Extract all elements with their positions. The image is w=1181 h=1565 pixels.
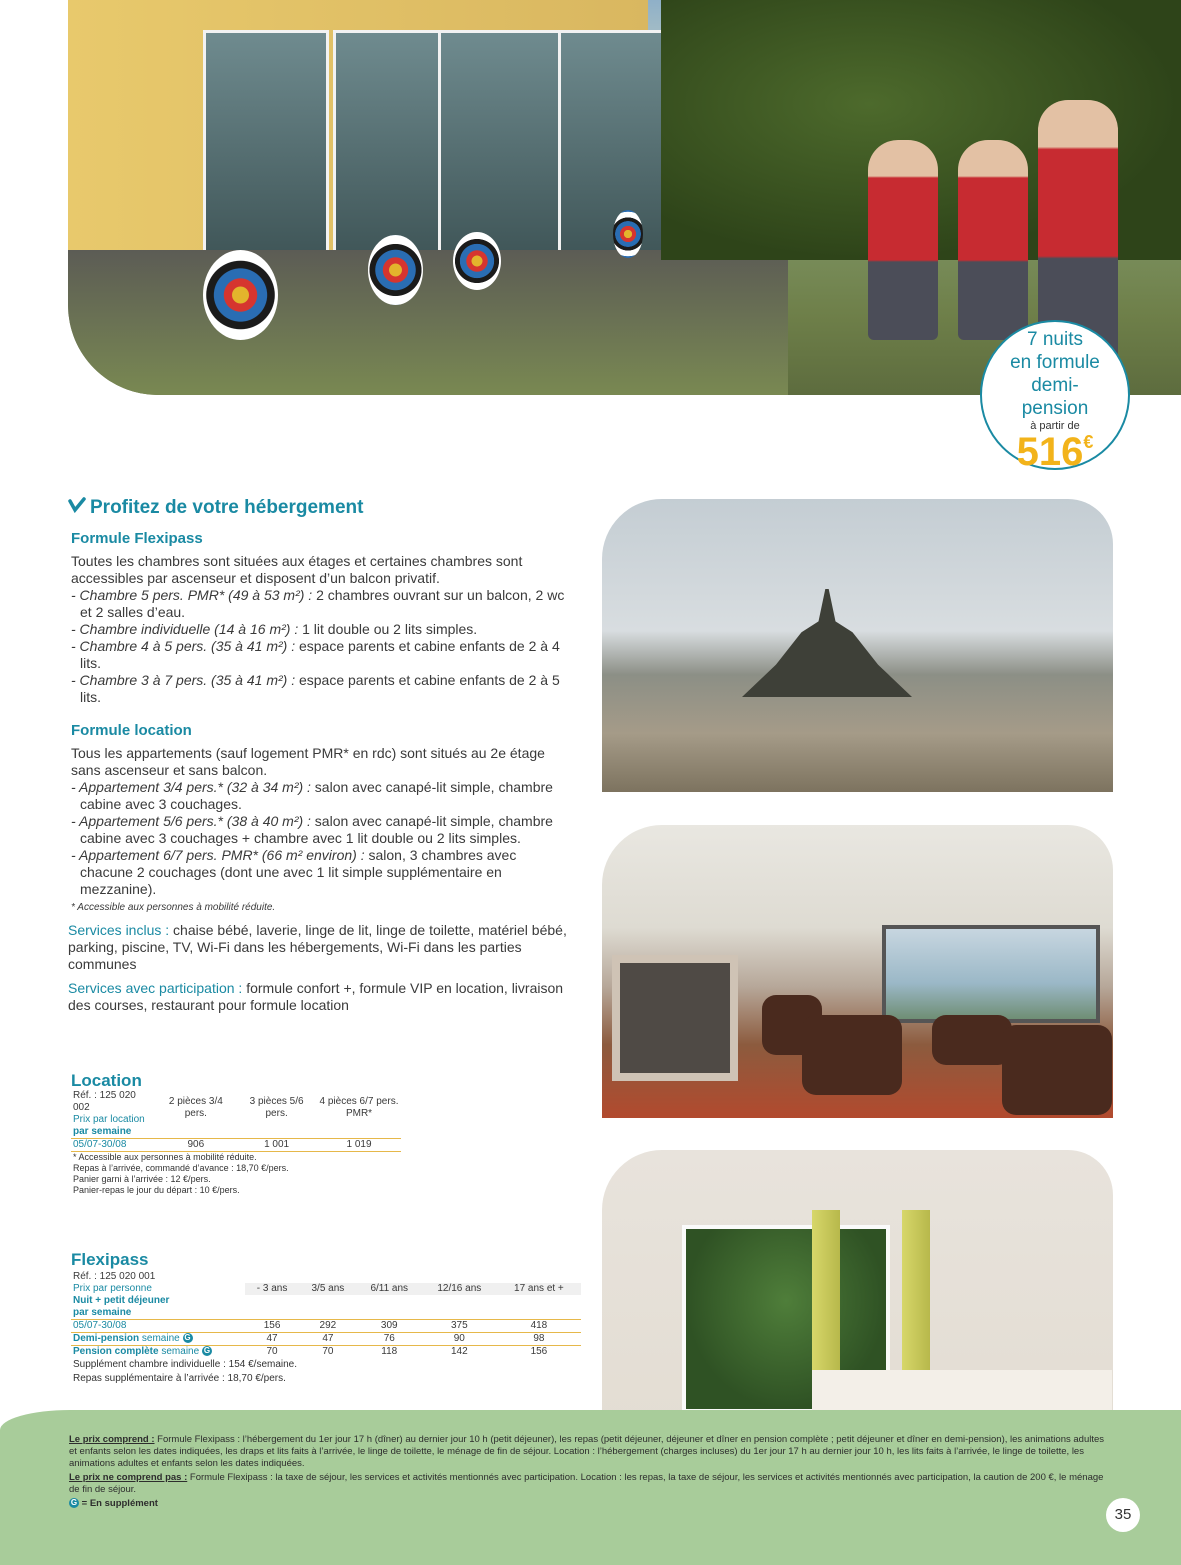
- period-cell: 05/07-30/08: [71, 1320, 245, 1333]
- table-note: Panier-repas le jour du départ : 10 €/pers.: [73, 1185, 240, 1195]
- badge-line: pension: [1021, 398, 1089, 419]
- flexipass-intro: Toutes les chambres sont situées aux étages et certaines chambres sont accessibles par ascenseur et disposent d’un balcon privatif.: [71, 553, 523, 586]
- supplement-icon: G: [184, 1333, 191, 1343]
- table-row: [71, 1320, 581, 1333]
- table-row: [71, 1271, 581, 1283]
- checkmark-icon: [68, 497, 86, 519]
- page-number: 35: [1106, 1498, 1140, 1532]
- archery-target: [368, 235, 423, 305]
- price-cell: 1 019: [317, 1139, 401, 1152]
- table-row: [71, 1295, 581, 1307]
- mont-silhouette: [742, 589, 912, 697]
- table-row: [71, 1090, 401, 1114]
- table-column-header: 4 pièces 6/7 pers. PMR*: [319, 1096, 399, 1119]
- services-extra: [68, 980, 568, 1014]
- list-item: - Appartement 6/7 pers. PMR* (66 m² environ) : salon, 3 chambres avec chacune 2 couchages (dont une avec 1 lit simple supplémentaire en mezzanine).: [71, 847, 517, 897]
- price-cell: 118: [381, 1346, 398, 1357]
- services-included: [68, 922, 568, 973]
- location-price-table: [71, 1090, 401, 1196]
- table-note: Repas supplémentaire à l’arrivée : 18,70 €/pers.: [73, 1373, 286, 1384]
- flexipass-price-table: [71, 1271, 581, 1386]
- fireplace: [612, 955, 738, 1081]
- table-row: [71, 1126, 401, 1139]
- price-badge: [980, 320, 1130, 474]
- price-cell: 156: [530, 1346, 548, 1357]
- sofa: [1002, 1025, 1112, 1115]
- table-row: [71, 1283, 581, 1295]
- badge-price: 516: [1016, 430, 1084, 474]
- list-item: - Appartement 3/4 pers.* (32 à 34 m²) : salon avec canapé-lit simple, chambre cabine avec 3 couchages.: [71, 779, 553, 812]
- sofa: [802, 1015, 902, 1095]
- table-column-header: 3/5 ans: [299, 1283, 357, 1295]
- pmr-footnote: * Accessible aux personnes à mobilité réduite.: [71, 902, 276, 913]
- unit-label: par semaine: [71, 1126, 155, 1139]
- price-cell: 47: [245, 1333, 299, 1346]
- services-included-label: Services inclus :: [68, 922, 170, 938]
- period-cell: 05/07-30/08: [71, 1139, 155, 1152]
- price-conditions-band: [0, 1410, 1181, 1565]
- legend: G = En supplément: [70, 1498, 158, 1509]
- flexipass-table-title: Flexipass: [71, 1250, 149, 1269]
- price-cell: 1 001: [236, 1139, 317, 1152]
- price-label: Prix par location: [73, 1114, 145, 1125]
- price-cell: 418: [497, 1320, 581, 1333]
- price-cell: 375: [422, 1320, 497, 1333]
- flexipass-description: [71, 553, 571, 706]
- price-cell: 70: [322, 1346, 334, 1357]
- table-note: Panier garni à l’arrivée : 12 €/pers.: [73, 1174, 211, 1184]
- price-cell: 292: [299, 1320, 357, 1333]
- price-label: Prix par personne: [73, 1283, 152, 1294]
- table-row: [71, 1163, 401, 1174]
- table-row: [71, 1152, 401, 1164]
- services-included-text: chaise bébé, laverie, linge de lit, linge de toilette, matériel bébé, parking, piscine, TV, Wi-Fi dans les hébergements, Wi-Fi dans les parties communes: [68, 922, 567, 972]
- supplement-icon: G: [203, 1346, 211, 1356]
- board-row-label: Demi-pension semaine G: [71, 1333, 245, 1346]
- price-cell: 98: [497, 1333, 581, 1346]
- table-column-header: 12/16 ans: [422, 1283, 497, 1295]
- table-note: Supplément chambre individuelle : 154 €/semaine.: [73, 1359, 298, 1370]
- location-intro: Tous les appartements (sauf logement PMR* en rdc) sont situés au 2e étage sans ascenseur et sans balcon.: [71, 745, 545, 778]
- table-row: [71, 1358, 581, 1372]
- sofa: [932, 1015, 1012, 1065]
- child-archer: [868, 140, 938, 340]
- supplement-icon: G: [70, 1498, 78, 1508]
- table-row: [71, 1185, 401, 1196]
- table-row: [71, 1346, 581, 1359]
- archery-target: [203, 250, 278, 340]
- badge-line: en formule: [1010, 352, 1100, 373]
- section-title-text: Profitez de votre hébergement: [90, 497, 364, 518]
- list-item: - Chambre 5 pers. PMR* (49 à 53 m²) : 2 chambres ouvrant sur un balcon, 2 wc et 2 salles d’eau.: [71, 587, 565, 620]
- table-row: [71, 1372, 581, 1386]
- list-item: - Chambre 3 à 7 pers. (35 à 41 m²) : espace parents et cabine enfants de 2 à 5 lits.: [71, 672, 560, 705]
- price-cell: 90: [422, 1333, 497, 1346]
- price-cell: 70: [266, 1346, 278, 1357]
- price-cell: 156: [245, 1320, 299, 1333]
- table-column-header: - 3 ans: [245, 1283, 299, 1295]
- table-column-header: 3 pièces 5/6 pers.: [249, 1096, 304, 1119]
- location-heading: Formule location: [71, 722, 192, 739]
- table-row: [71, 1174, 401, 1185]
- location-description: [71, 745, 571, 898]
- price-includes: Le prix comprend : Formule Flexipass : l’hébergement du 1er jour 17 h (dîner) au dernier jour 10 h (petit déjeuner), les repas (petit déjeuner, déjeuner et dîner en pension complète ; petit déjeuner et dîner en demi-pension), les animations adultes et enfants selon les dates indiquées, les draps et lits faits à l’arrivée, le linge de toilette, le ménage de fin de séjour. Location : l’hébergement (charges incluses) du 1er jour 17 h au dernier jour 10 h, les lits faits à l’arrivée, le linge de toilette, les animations adultes et enfants selon les dates indiquées.: [69, 1434, 1105, 1469]
- glass-door: [438, 30, 564, 266]
- table-column-header: 2 pièces 3/4 pers.: [168, 1096, 223, 1119]
- list-item: - Chambre 4 à 5 pers. (35 à 41 m²) : espace parents et cabine enfants de 2 à 4 lits.: [71, 638, 560, 671]
- price-cell: 47: [299, 1333, 357, 1346]
- table-note: * Accessible aux personnes à mobilité réduite.: [73, 1152, 257, 1162]
- lawn: [68, 250, 788, 395]
- table-note: Repas à l’arrivée, commandé d’avance : 18,70 €/pers.: [73, 1163, 289, 1173]
- badge-currency: €: [1083, 432, 1094, 452]
- photo-bedroom: [602, 1150, 1113, 1425]
- services-extra-text: formule confort +, formule VIP en location, livraison des courses, restaurant pour formule location: [68, 980, 564, 1013]
- unit-label: par semaine: [71, 1307, 245, 1320]
- price-cell: 906: [155, 1139, 236, 1152]
- table-column-header: 17 ans et +: [497, 1283, 581, 1295]
- photo-mont-saint-michel: [602, 499, 1113, 792]
- badge-from: à partir de: [1030, 420, 1080, 432]
- window: [203, 30, 329, 266]
- location-table-title: Location: [71, 1071, 142, 1090]
- list-item: - Appartement 5/6 pers.* (38 à 40 m²) : salon avec canapé-lit simple, chambre cabine avec 3 couchages + chambre avec 1 lit double ou 2 lits simples.: [71, 813, 553, 846]
- list-item: - Chambre individuelle (14 à 16 m²) : 1 lit double ou 2 lits simples.: [71, 621, 478, 637]
- table-row: [71, 1307, 581, 1320]
- child-archer: [958, 140, 1028, 340]
- section-title: [68, 497, 363, 519]
- badge-line: 7 nuits: [1027, 329, 1083, 350]
- price-cell: 309: [357, 1320, 422, 1333]
- price-cell: 76: [357, 1333, 422, 1346]
- table-row: [71, 1139, 401, 1152]
- table-row: [71, 1333, 581, 1346]
- price-excludes: Le prix ne comprend pas : Formule Flexipass : la taxe de séjour, les services et activités mentionnés avec participation. Location : les repas, la taxe de séjour, les services et activités mentionnés avec participation, la caution de 200 €, le ménage de fin de séjour.: [69, 1472, 1104, 1495]
- flexipass-heading: Formule Flexipass: [71, 530, 203, 547]
- board-row-label: Pension complète semaine G: [73, 1346, 211, 1357]
- window: [882, 925, 1100, 1023]
- archery-target: [613, 210, 643, 258]
- price-cell: 142: [450, 1346, 468, 1357]
- badge-line: demi-: [1031, 375, 1079, 396]
- services-extra-label: Services avec participation :: [68, 980, 243, 996]
- table-column-header: 6/11 ans: [357, 1283, 422, 1295]
- board-label: Nuit + petit déjeuner: [73, 1295, 170, 1306]
- table-ref: Réf. : 125 020 001: [73, 1271, 156, 1282]
- table-ref: Réf. : 125 020 002: [73, 1090, 136, 1113]
- archery-target: [453, 232, 501, 290]
- photo-lounge: [602, 825, 1113, 1118]
- price-conditions: [69, 1434, 1114, 1512]
